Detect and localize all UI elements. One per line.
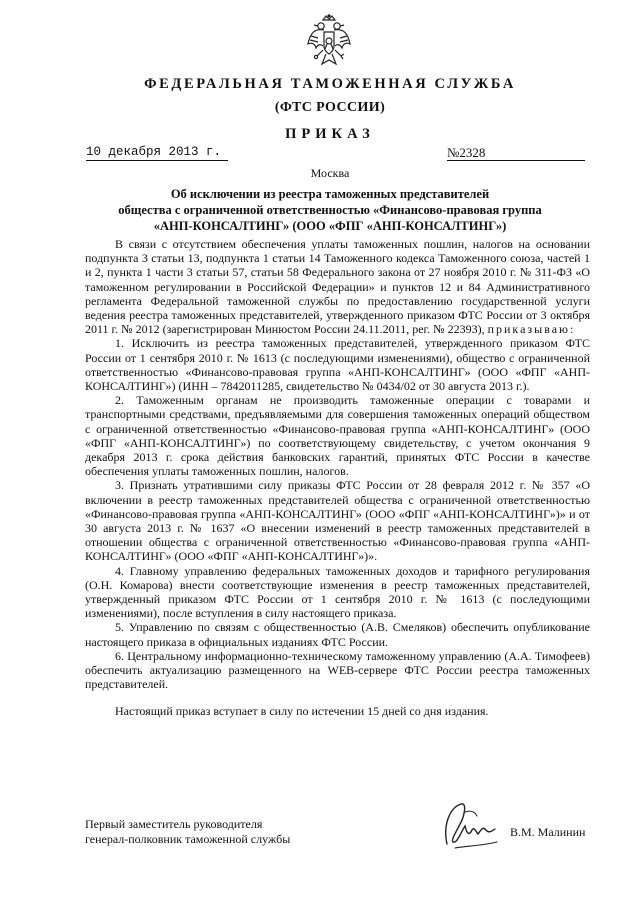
title-line: общества с ограниченной ответственностью «Финансово-правовая группа xyxy=(118,203,542,217)
order-verb: приказываю: xyxy=(487,322,576,337)
order-item-1: 1. Исключить из реестра таможенных представителей, утвержденного приказом ФТС России от 1 сентября 2010 г. № 1613 (с последующими изменениями), общество с ограниченной ответственностью «Финансово-правовая группа «АНП-КОНСАЛТИНГ» (ООО «ФПГ «АНП-КОНСАЛТИНГ») (ИНН – 7842011285, свидетельство № 0434/02 от 30 августа 2013 г.). xyxy=(85,336,590,394)
order-number: №2328 xyxy=(447,145,585,161)
title-line: Об исключении из реестра таможенных представителей xyxy=(170,187,490,201)
coat-of-arms-icon xyxy=(306,14,352,70)
preamble-text: В связи с отсутствием обеспечения уплаты таможенных пошлин, налогов на основании подпункта 3 статьи 13, подпункта 1 статьи 14 Таможенного кодекса Таможенного союза, частей 1 и 2, пункта 1 части 3 статьи 57, статьи 58 Федерального закона от 27 ноября 2010 г. № 311-ФЗ «О таможенном регулировании в Российской Федерации» и пунктов 12 и 84 Административного регламента Федеральной таможенной службы по предоставлению государственной услуги ведения реестра таможенных представителей, утвержденного приказом ФТС России от 3 октября 2011 г. № 2012 (зарегистрирован Минюстом России 24.11.2011, рег. № 22393), xyxy=(85,237,590,337)
order-item-4: 4. Главному управлению федеральных таможенных доходов и тарифного регулирования (О.Н. Комарова) внести соответствующие изменения в реестр таможенных представителей, утвержденный приказом ФТС России от 1 сентября 2010 г. № 1613 (с последующими изменениями), после вступления в силу настоящего приказа. xyxy=(85,563,590,621)
document-body xyxy=(85,237,590,718)
agency-name: ФЕДЕРАЛЬНАЯ ТАМОЖЕННАЯ СЛУЖБА xyxy=(144,76,516,92)
position-line: генерал-полковник таможенной службы xyxy=(85,832,291,846)
document-type: ПРИКАЗ xyxy=(285,126,375,142)
handwritten-signature-icon xyxy=(425,796,505,856)
order-date: 10 декабря 2013 г. xyxy=(86,145,228,161)
position-line: Первый заместитель руководителя xyxy=(85,817,263,831)
order-item-3: 3. Признать утратившими силу приказы ФТС России от 28 февраля 2012 г. № 357 «О включении в реестр таможенных представителей общества с ограниченной ответственностью «Финансово-правовая группа «АНП-КОНСАЛТИНГ» (ООО «ФПГ «АНП-КОНСАЛТИНГ»)» и от 30 августа 2013 г. № 1637 «О внесении изменений в реестр таможенных представителей в отношении общества с ограниченной ответственностью «Финансово-правовая группа «АНП-КОНСАЛТИНГ» (ООО «ФПГ «АНП-КОНСАЛТИНГ»)». xyxy=(85,478,590,564)
title-line: «АНП-КОНСАЛТИНГ» (ООО «ФПГ «АНП-КОНСАЛТИНГ») xyxy=(153,219,507,233)
signatory-name: В.М. Малинин xyxy=(510,825,586,839)
agency-short-name: (ФТС РОССИИ) xyxy=(274,100,386,115)
signatory-position xyxy=(85,817,365,847)
preamble-paragraph xyxy=(85,237,590,336)
city: Москва xyxy=(310,166,350,180)
order-item-5: 5. Управлению по связям с общественностью (А.В. Смеляков) обеспечить опубликование настоящего приказа в официальных изданиях ФТС России. xyxy=(85,620,590,649)
document-title xyxy=(100,186,560,234)
effective-date-paragraph: Настоящий приказ вступает в силу по истечении 15 дней со дня издания. xyxy=(115,703,489,718)
order-item-2: 2. Таможенным органам не производить таможенные операции с товарами и транспортными средствами, предъявляемыми для совершения таможенных операций обществом с ограниченной ответственностью «Финансово-правовая группа «АНП-КОНСАЛТИНГ» (ООО «ФПГ «АНП-КОНСАЛТИНГ») по соответствующему свидетельству, с учетом окончания 9 декабря 2013 г. срока действия банковских гарантий, принятых ФТС России в качестве обеспечения уплаты таможенных пошлин, налогов. xyxy=(85,393,590,479)
order-item-6: 6. Центральному информационно-техническому таможенному управлению (А.А. Тимофеев) обеспечить актуализацию размещенного на WEB-сервере ФТС России реестра таможенных представителей. xyxy=(85,648,590,692)
